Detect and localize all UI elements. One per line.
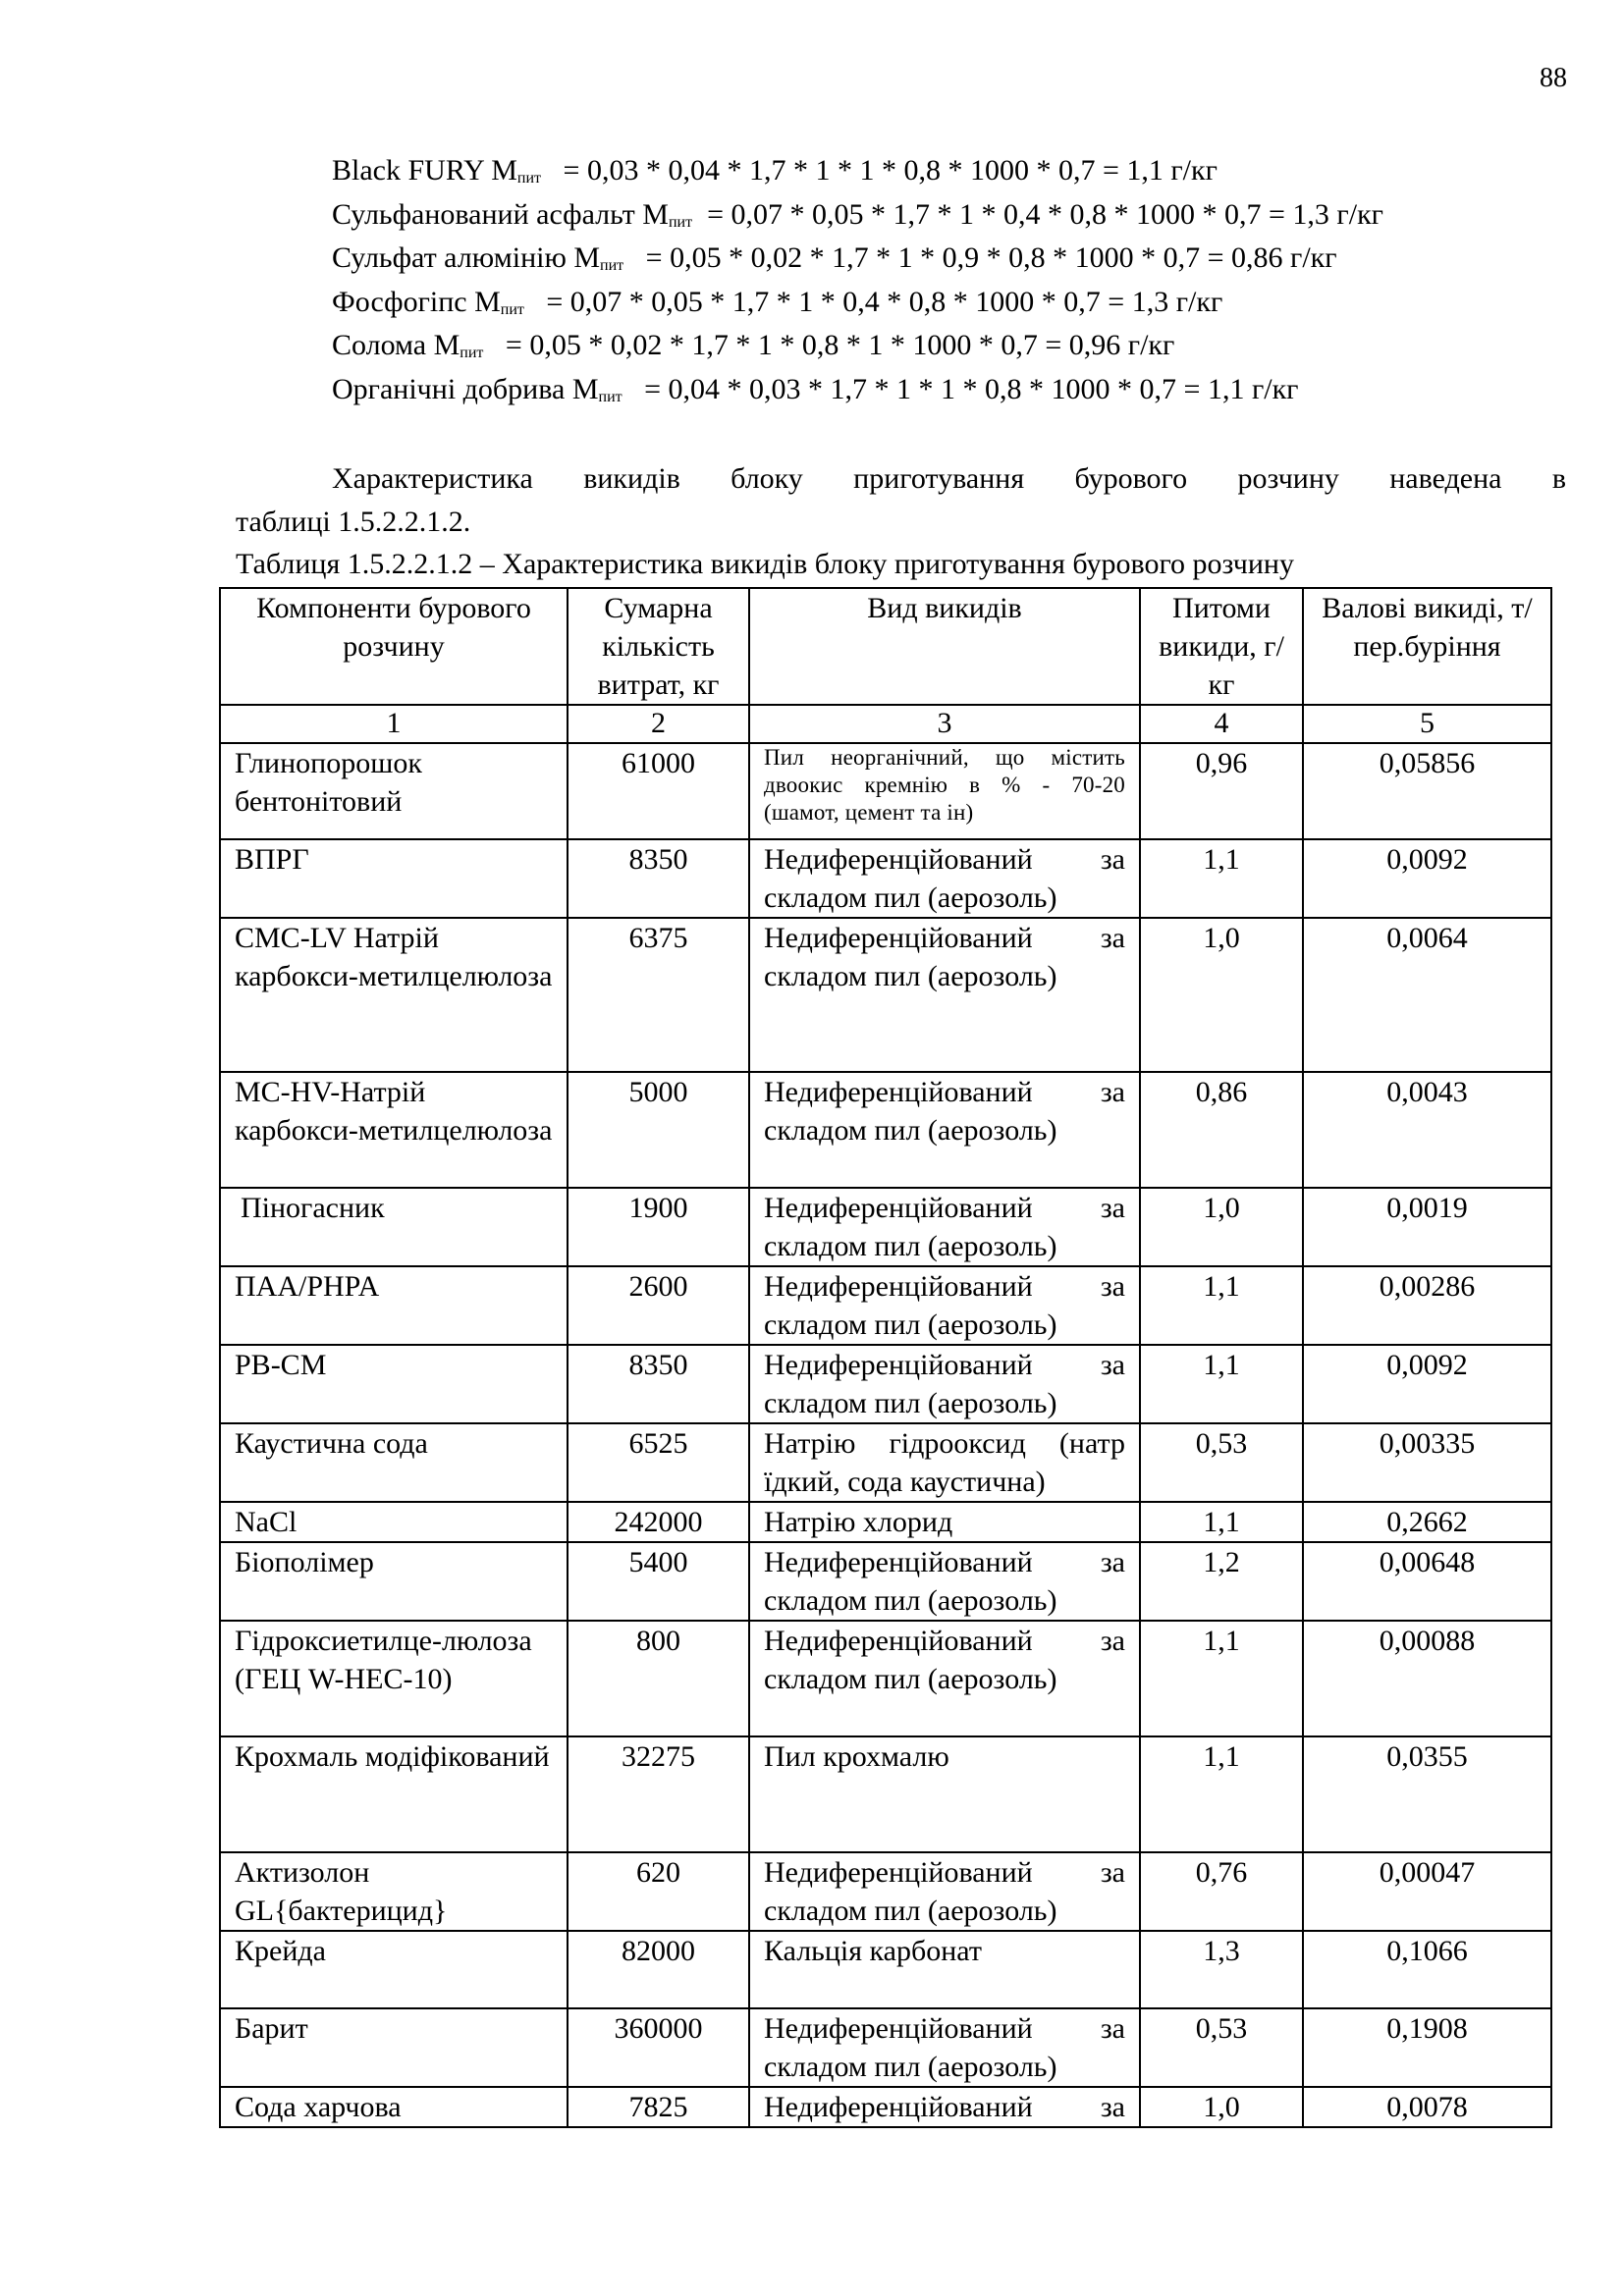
cell-emission-type: Пил крохмалю [749, 1736, 1140, 1852]
cell-component: PB-CM [220, 1345, 568, 1423]
cell-gross: 0,00088 [1303, 1621, 1551, 1736]
table-row [220, 743, 1551, 839]
cell-amount: 5000 [568, 1072, 749, 1188]
formula-subscript: пит [460, 345, 484, 361]
cell-emission-type: Недиференційований за складом пил (аерозоль) [749, 1345, 1140, 1423]
table-row [220, 1931, 1551, 2008]
cell-gross: 0,0019 [1303, 1188, 1551, 1266]
cell-gross: 0,00648 [1303, 1542, 1551, 1621]
cell-component: NaCl [220, 1502, 568, 1542]
header-emission-type: Вид викидів [749, 588, 1140, 705]
cell-amount: 1900 [568, 1188, 749, 1266]
table-row [220, 1266, 1551, 1345]
cell-emission-type: Натрію гідрооксид (натр їдкий, сода каустична) [749, 1423, 1140, 1502]
cell-component: Піногасник [220, 1188, 568, 1266]
cell-component: Гідроксиетилце-люлоза (ГЕЦ W-HEC-10) [220, 1621, 568, 1736]
cell-specific: 1,3 [1140, 1931, 1303, 2008]
intro-paragraph [236, 457, 1566, 544]
formula-expression: = 0,04 * 0,03 * 1,7 * 1 * 1 * 0,8 * 1000 * 0,7 = 1,1 г/кг [644, 372, 1299, 405]
cell-specific: 1,1 [1140, 1502, 1303, 1542]
formula-name: Органічні добрива M [332, 372, 599, 405]
cell-component: Біополімер [220, 1542, 568, 1621]
header-specific-emission: Питоми викиди, г/кг [1140, 588, 1303, 705]
cell-specific: 1,1 [1140, 1621, 1303, 1736]
table-row [220, 1736, 1551, 1852]
cell-emission-type: Недиференційований за складом пил (аерозоль) [749, 1852, 1140, 1931]
formula-subscript: пит [500, 300, 524, 318]
cell-component: MC-HV-Натрій карбокси-метилцелюлоза [220, 1072, 568, 1188]
cell-gross: 0,05856 [1303, 743, 1551, 839]
column-number: 3 [749, 705, 1140, 743]
header-gross-emission: Валові викиді, т/ пер.буріння [1303, 588, 1551, 705]
formula-list [332, 149, 1569, 411]
column-number: 4 [1140, 705, 1303, 743]
header-component: Компоненти бурового розчину [220, 588, 568, 705]
formula-name: Солома M [332, 329, 460, 361]
cell-amount: 5400 [568, 1542, 749, 1621]
table-row [220, 1621, 1551, 1736]
intro-line-1: Характеристика викидів блоку приготування бурового розчину наведена в [332, 462, 1566, 495]
cell-specific: 1,1 [1140, 1345, 1303, 1423]
cell-specific: 1,0 [1140, 1188, 1303, 1266]
cell-emission-type: Недиференційований за складом пил (аерозоль) [749, 1188, 1140, 1266]
page-number: 88 [1540, 63, 1567, 93]
cell-amount: 6525 [568, 1423, 749, 1502]
cell-amount: 82000 [568, 1931, 749, 2008]
cell-specific: 0,96 [1140, 743, 1303, 839]
cell-emission-type: Недиференційований за складом пил (аерозоль) [749, 1542, 1140, 1621]
formula-expression: = 0,05 * 0,02 * 1,7 * 1 * 0,9 * 0,8 * 1000 * 0,7 = 0,86 г/кг [645, 241, 1337, 274]
cell-specific: 0,86 [1140, 1072, 1303, 1188]
cell-specific: 1,1 [1140, 839, 1303, 918]
cell-component: Актизолон GL{бактерицид} [220, 1852, 568, 1931]
cell-amount: 800 [568, 1621, 749, 1736]
cell-specific: 0,53 [1140, 2008, 1303, 2087]
formula-line [332, 237, 1569, 281]
column-number-row [220, 705, 1551, 743]
table-row [220, 1502, 1551, 1542]
cell-emission-type: Недиференційований за складом пил (аерозоль) [749, 918, 1140, 1072]
cell-gross: 0,0092 [1303, 1345, 1551, 1423]
cell-amount: 6375 [568, 918, 749, 1072]
cell-component: Сода харчова [220, 2087, 568, 2127]
cell-component: Глинопорошок бентонітовий [220, 743, 568, 839]
table-row [220, 839, 1551, 918]
table-row [220, 2008, 1551, 2087]
formula-subscript: пит [598, 388, 623, 405]
cell-specific: 1,2 [1140, 1542, 1303, 1621]
table-row [220, 2087, 1551, 2127]
formula-name: Black FURY M [332, 154, 517, 187]
table-row [220, 1072, 1551, 1188]
cell-gross: 0,0043 [1303, 1072, 1551, 1188]
cell-component: Крейда [220, 1931, 568, 2008]
cell-emission-type: Недиференційований за складом пил (аерозоль) [749, 2008, 1140, 2087]
cell-gross: 0,2662 [1303, 1502, 1551, 1542]
cell-emission-type: Кальція карбонат [749, 1931, 1140, 2008]
formula-expression: = 0,05 * 0,02 * 1,7 * 1 * 0,8 * 1 * 1000 * 0,7 = 0,96 г/кг [505, 329, 1175, 361]
header-amount: Сумарна кількість витрат, кг [568, 588, 749, 705]
formula-subscript: пит [668, 213, 693, 231]
cell-emission-type: Недиференційований за складом пил (аерозоль) [749, 1621, 1140, 1736]
formula-name: Фосфогіпс M [332, 285, 501, 318]
cell-amount: 242000 [568, 1502, 749, 1542]
table-row [220, 1852, 1551, 1931]
cell-gross: 0,1066 [1303, 1931, 1551, 2008]
formula-subscript: пит [516, 170, 542, 187]
cell-amount: 61000 [568, 743, 749, 839]
cell-amount: 2600 [568, 1266, 749, 1345]
cell-specific: 1,1 [1140, 1266, 1303, 1345]
formula-expression: = 0,07 * 0,05 * 1,7 * 1 * 0,4 * 0,8 * 1000 * 0,7 = 1,3 г/кг [546, 285, 1223, 318]
cell-specific: 0,76 [1140, 1852, 1303, 1931]
cell-emission-type: Недиференційований за [749, 2087, 1140, 2127]
cell-gross: 0,00047 [1303, 1852, 1551, 1931]
cell-amount: 32275 [568, 1736, 749, 1852]
formula-line [332, 193, 1569, 238]
table-row [220, 1423, 1551, 1502]
formula-name: Сульфат алюмінію M [332, 241, 601, 274]
formula-expression: = 0,07 * 0,05 * 1,7 * 1 * 0,4 * 0,8 * 1000 * 0,7 = 1,3 г/кг [707, 197, 1383, 231]
cell-emission-type: Недиференційований за складом пил (аерозоль) [749, 1072, 1140, 1188]
cell-component: ВПРГ [220, 839, 568, 918]
table-row [220, 1345, 1551, 1423]
column-number: 1 [220, 705, 568, 743]
table-caption: Таблиця 1.5.2.2.1.2 – Характеристика викидів блоку приготування бурового розчину [236, 548, 1294, 580]
cell-gross: 0,0092 [1303, 839, 1551, 918]
cell-specific: 1,0 [1140, 2087, 1303, 2127]
cell-emission-type: Недиференційований за складом пил (аерозоль) [749, 839, 1140, 918]
cell-emission-type: Пил неорганічний, що містить двоокис кремнію в % - 70-20 (шамот, цемент та ін) [749, 743, 1140, 839]
table-header-row [220, 588, 1551, 705]
formula-line [332, 281, 1569, 325]
cell-specific: 1,0 [1140, 918, 1303, 1072]
table-row [220, 1188, 1551, 1266]
cell-amount: 8350 [568, 839, 749, 918]
formula-name: Сульфанований асфальт M [332, 197, 669, 231]
cell-amount: 7825 [568, 2087, 749, 2127]
cell-amount: 620 [568, 1852, 749, 1931]
cell-specific: 0,53 [1140, 1423, 1303, 1502]
cell-gross: 0,0355 [1303, 1736, 1551, 1852]
intro-line-2: таблиці 1.5.2.2.1.2. [236, 506, 471, 538]
cell-specific: 1,1 [1140, 1736, 1303, 1852]
cell-gross: 0,00286 [1303, 1266, 1551, 1345]
cell-component: CMC-LV Натрій карбокси-метилцелюлоза [220, 918, 568, 1072]
cell-component: Каустична сода [220, 1423, 568, 1502]
cell-emission-type: Натрію хлорид [749, 1502, 1140, 1542]
emissions-table [219, 587, 1552, 2128]
formula-line [332, 149, 1569, 193]
table-row [220, 918, 1551, 1072]
cell-component: Барит [220, 2008, 568, 2087]
cell-gross: 0,0064 [1303, 918, 1551, 1072]
cell-component: ПАА/PHPA [220, 1266, 568, 1345]
cell-gross: 0,0078 [1303, 2087, 1551, 2127]
cell-emission-type: Недиференційований за складом пил (аерозоль) [749, 1266, 1140, 1345]
cell-amount: 360000 [568, 2008, 749, 2087]
column-number: 5 [1303, 705, 1551, 743]
formula-line [332, 324, 1569, 368]
cell-amount: 8350 [568, 1345, 749, 1423]
formula-subscript: пит [600, 257, 624, 274]
cell-gross: 0,00335 [1303, 1423, 1551, 1502]
table-row [220, 1542, 1551, 1621]
formula-expression: = 0,03 * 0,04 * 1,7 * 1 * 1 * 0,8 * 1000 * 0,7 = 1,1 г/кг [563, 154, 1218, 187]
column-number: 2 [568, 705, 749, 743]
formula-line [332, 368, 1569, 412]
cell-gross: 0,1908 [1303, 2008, 1551, 2087]
cell-component: Крохмаль модіфікований [220, 1736, 568, 1852]
